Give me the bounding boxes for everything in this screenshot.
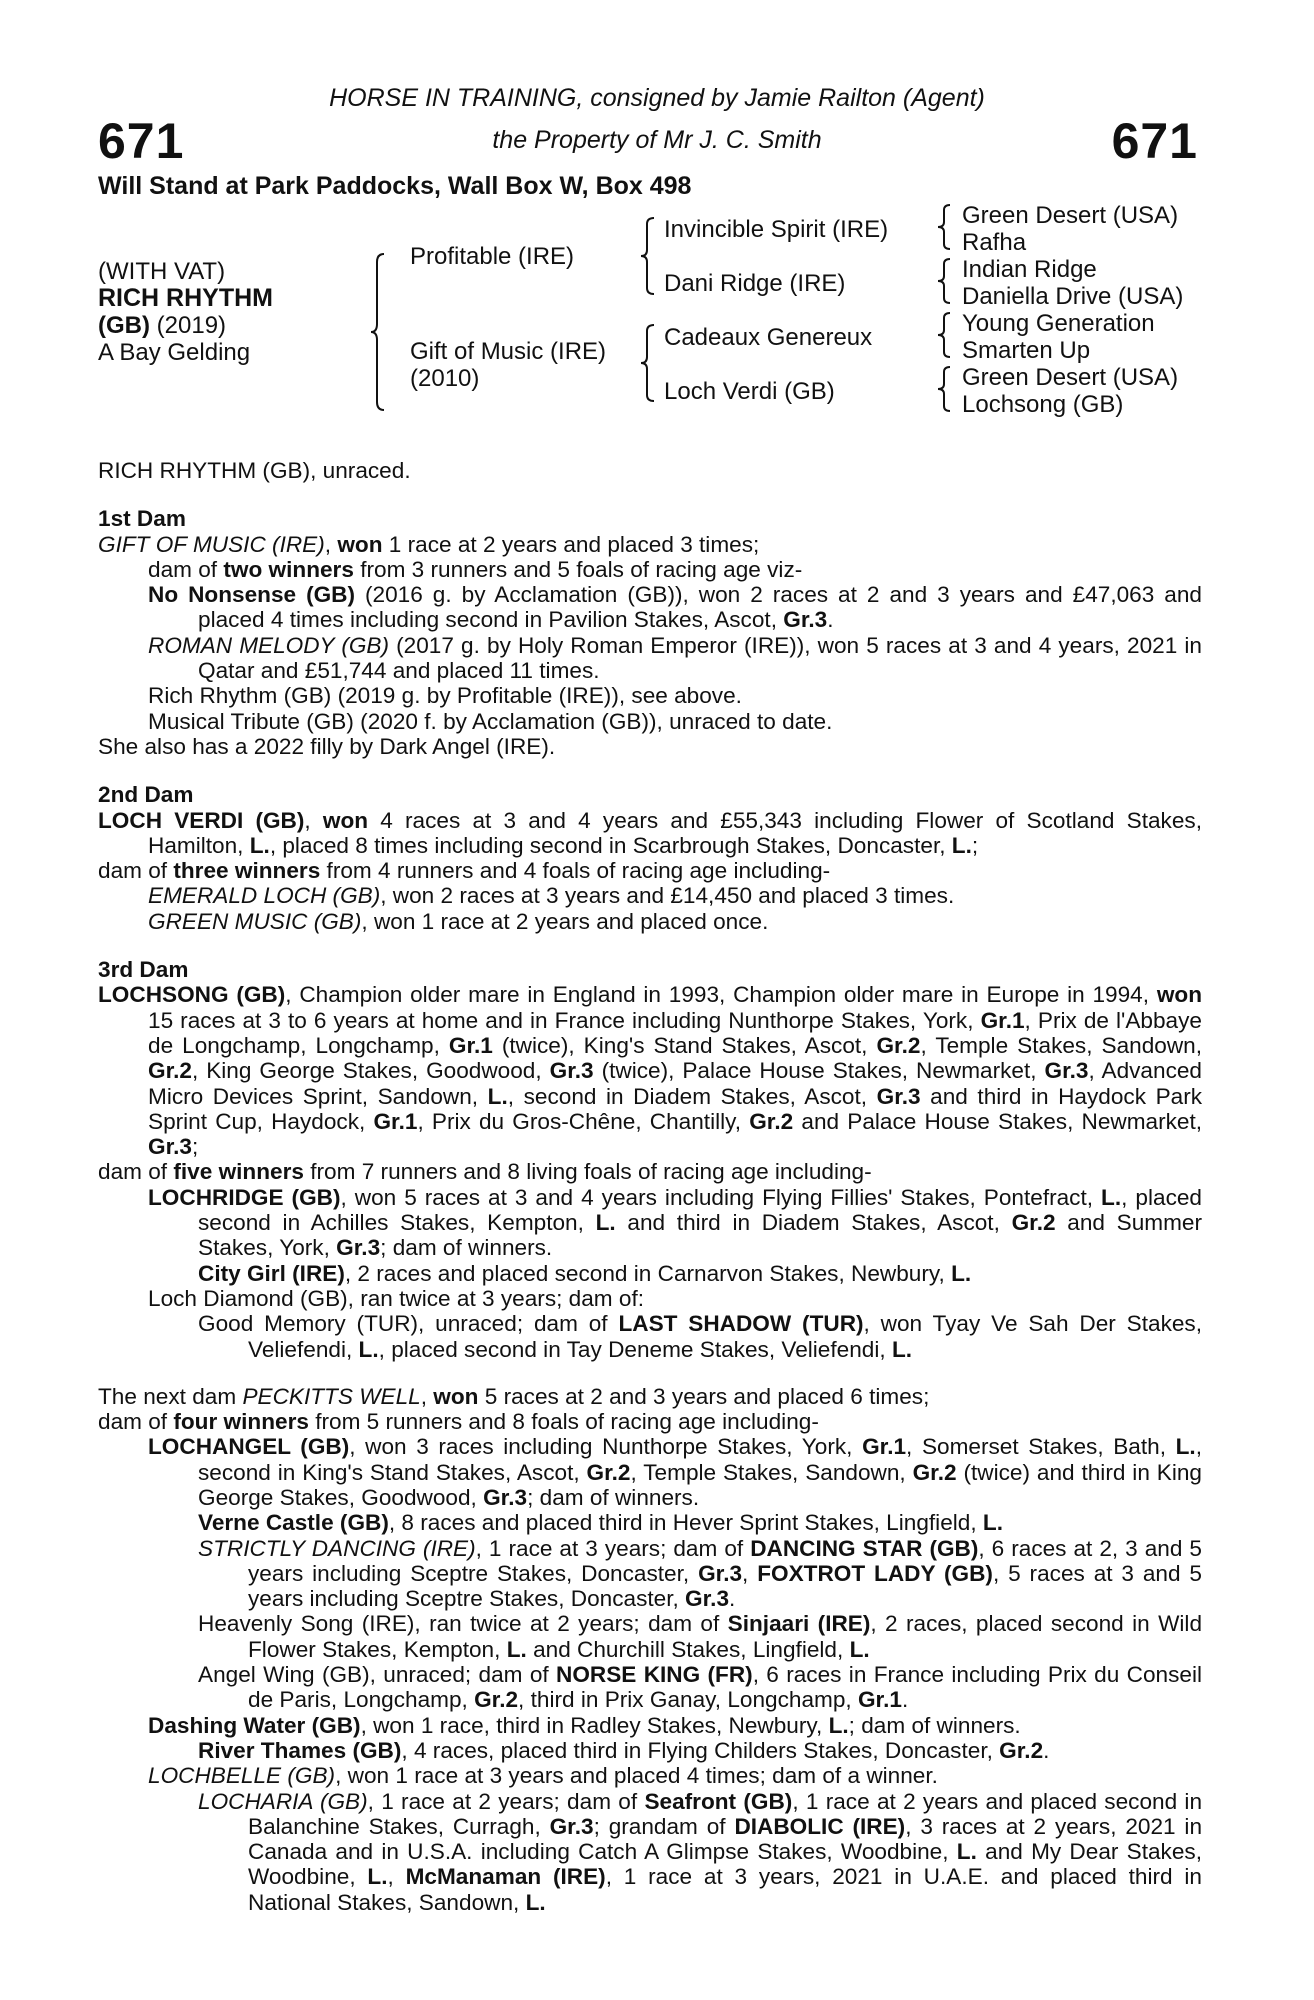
offspring-verne-castle: Verne Castle (GB), 8 races and placed third in Hever Sprint Stakes, Lingfield, L. [198,1510,1003,1536]
g4-1: Green Desert (USA) [962,202,1179,229]
offspring-emerald-loch: EMERALD LOCH (GB), won 2 races at 3 years and £14,450 and placed 3 times. [148,883,955,909]
offspring-river-thames: River Thames (GB), 4 races, placed third in Flying Childers Stakes, Doncaster, Gr.2. [198,1737,1050,1763]
third-dam-line: LOCHSONG (GB), Champion older mare in England in 1993, Champion older mare in Europe in 1994, won 15 races at 3 to 6 years at home and in France including Nunthorpe Stakes, York, Gr.1, Prix de l'Abbaye de Longchamp, Longchamp, Gr.1 (twice), King's Stand Stakes, Ascot, Gr.2, Temple Stakes, Sandown, Gr.2, King George Stakes, Goodwood, Gr.3 (twice), Palace House Stakes, Newmarket, Gr.3, Advanced Micro Devices Sprint, Sandown, L., second in Diadem Stakes, Ascot, Gr.3 and third in Haydock Park Sprint Cup, Haydock, Gr.1, Prix du Gros-Chêne, Chantilly, Gr.2 and Palace House Stakes, Newmarket, Gr.3; [98,982,1203,1160]
horse-origin-line [98,312,226,339]
offspring-angel-wing: Angel Wing (GB), unraced; dam of NORSE KING (FR), 6 races in France including Prix du Conseil de Paris, Longchamp, Gr.2, third in Prix Ganay, Longchamp, Gr.1. [198,1662,1202,1713]
dam-dam: Loch Verdi (GB) [664,378,835,405]
horse-name: RICH RHYTHM [98,284,273,312]
first-dam-also: She also has a 2022 filly by Dark Angel (IRE). [98,733,556,759]
pedigree-brace-g3 [936,310,956,362]
offspring-locharia: LOCHARIA (GB), 1 race at 2 years; dam of Seafront (GB), 1 race at 2 years and placed second in Balanchine Stakes, Curragh, Gr.3; grandam of DIABOLIC (IRE), 3 races at 2 years, 2021 in Canada and in U.S.A. including Catch A Glimpse Stakes, Woodbine, L. and My Dear Stakes, Woodbine, L., McManaman (IRE), 1 race at 3 years, 2021 in U.A.E. and placed third in National Stakes, Sandown, L. [198,1788,1203,1915]
offspring-loch-diamond: Loch Diamond (GB), ran twice at 3 years; dam of: [148,1285,645,1311]
next-dam-line: The next dam PECKITTS WELL, won 5 races at 2 and 3 years and placed 6 times; dam of four winners from 5 runners and 8 foals of racing age including- [98,1383,930,1435]
horse-name-line [98,285,273,312]
offspring-lochridge: LOCHRIDGE (GB), won 5 races at 3 and 4 years including Flying Fillies' Stakes, Pontefract, L., placed second in Achilles Stakes, Kempton, L. and third in Diadem Stakes, Ascot, Gr.2 and Summer Stakes, York, Gr.3; dam of winners. [148,1184,1203,1261]
offspring-lochangel: LOCHANGEL (GB), won 3 races including Nunthorpe Stakes, York, Gr.1, Somerset Stakes, Bath, L., second in King's Stand Stakes, Ascot, Gr.2, Temple Stakes, Sandown, Gr.2 (twice) and third in King George Stakes, Goodwood, Gr.3; dam of winners. [148,1434,1202,1510]
catalogue-text [98,458,1202,1915]
horse-suffix: (GB) [98,312,150,339]
offspring-no-nonsense: No Nonsense (GB) (2016 g. by Acclamation (GB)), won 2 races at 2 and 3 years and £47,063 and placed 4 times including second in Pavilion Stakes, Ascot, Gr.3. [148,582,1202,633]
pedigree-brace-g4 [936,364,956,416]
horse-year: (2019) [156,312,227,339]
first-dam-line: GIFT OF MUSIC (IRE), won 1 race at 2 years and placed 3 times; dam of two winners from 3 runners and 5 foals of racing age viz- [98,531,803,582]
g4-7: Green Desert (USA) [962,364,1179,391]
g4-8: Lochsong (GB) [962,391,1124,418]
pedigree-brace-dam [640,323,660,405]
offspring-green-music: GREEN MUSIC (GB), won 1 race at 2 years and placed once. [148,908,769,934]
first-dam-heading: 1st Dam [98,506,186,532]
vat-label: (WITH VAT) [98,258,226,285]
pedigree-brace-g1 [936,202,956,254]
summary: RICH RHYTHM (GB), unraced. [98,458,411,483]
offspring-roman-melody: ROMAN MELODY (GB) (2017 g. by Holy Roman Emperor (IRE)), won 5 races at 3 and 4 years, 2021 in Qatar and £51,744 and placed 11 times. [148,632,1202,684]
stand-location: Will Stand at Park Paddocks, Wall Box W, Box 498 [98,172,692,200]
offspring-good-memory: Good Memory (TUR), unraced; dam of LAST SHADOW (TUR), won Tyay Ve Sah Der Stakes, Veliefendi, L., placed second in Tay Deneme Stakes, Veliefendi, L. [198,1311,1203,1362]
offspring-city-girl: City Girl (IRE), 2 races and placed second in Carnarvon Stakes, Newbury, L. [198,1260,972,1286]
offspring-lochbelle: LOCHBELLE (GB), won 1 race at 3 years and placed 4 times; dam of a winner. [148,1763,938,1789]
horse-description: A Bay Gelding [98,339,251,366]
pedigree-brace-main [370,252,390,412]
offspring-musical-tribute: Musical Tribute (GB) (2020 f. by Acclamation (GB)), unraced to date. [148,708,833,734]
offspring-dashing-water: Dashing Water (GB), won 1 race, third in Radley Stakes, Newbury, L.; dam of winners. [148,1712,1021,1738]
g4-5: Young Generation [962,310,1155,337]
offspring-heavenly-song: Heavenly Song (IRE), ran twice at 2 years; dam of Sinjaari (IRE), 2 races, placed second in Wild Flower Stakes, Kempton, L. and Churchill Stakes, Lingfield, L. [198,1611,1203,1662]
second-dam-line: LOCH VERDI (GB), won 4 races at 3 and 4 years and £55,343 including Flower of Scotland Stakes, Hamilton, L., placed 8 times including second in Scarbrough Stakes, Doncaster, L.; [98,807,1202,858]
offspring-rich-rhythm: Rich Rhythm (GB) (2019 g. by Profitable (IRE)), see above. [148,683,742,709]
g4-6: Smarten Up [962,337,1091,364]
lot-number-right: 671 [1111,113,1198,169]
third-dam-of: dam of five winners from 7 runners and 8 living foals of racing age including- [98,1159,872,1185]
sire-sire: Invincible Spirit (IRE) [664,216,889,243]
g4-3: Indian Ridge [962,256,1097,283]
dam-name: Gift of Music (IRE) [410,338,607,365]
property-line: the Property of Mr J. C. Smith [492,126,822,154]
sire-name: Profitable (IRE) [410,243,575,270]
third-dam-heading: 3rd Dam [98,957,189,983]
dam-sire: Cadeaux Genereux [664,324,873,351]
pedigree-brace-g2 [936,256,956,308]
second-dam-of: dam of three winners from 4 runners and 4 foals of racing age including- [98,858,831,884]
dam-year: (2010) [410,365,480,392]
pedigree-brace-sire [640,216,660,298]
second-dam-heading: 2nd Dam [98,782,194,808]
offspring-strictly-dancing: STRICTLY DANCING (IRE), 1 race at 3 years; dam of DANCING STAR (GB), 6 races at 2, 3 and 5 years including Sceptre Stakes, Doncaster, Gr.3, FOXTROT LADY (GB), 5 races at 3 and 5 years including Sceptre Stakes, Doncaster, Gr.3. [198,1535,1203,1612]
lot-number-left: 671 [98,113,185,169]
g4-4: Daniella Drive (USA) [962,283,1184,310]
consignor-line: HORSE IN TRAINING, consigned by Jamie Railton (Agent) [329,84,985,112]
sire-dam: Dani Ridge (IRE) [664,270,846,297]
g4-2: Rafha [962,229,1027,256]
